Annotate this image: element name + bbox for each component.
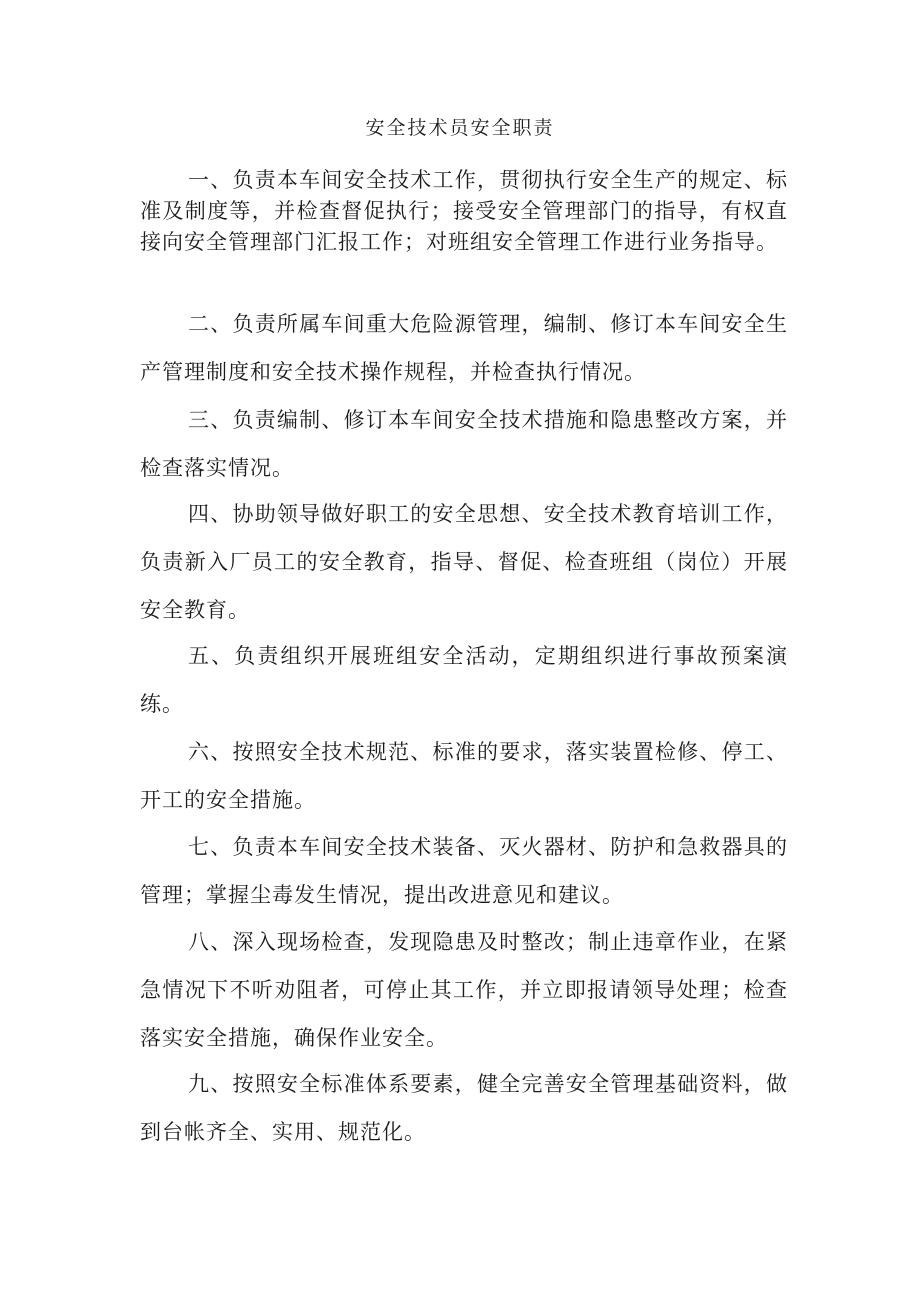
duty-paragraph-6: 六、按照安全技术规范、标准的要求，落实装置检修、停工、开工的安全措施。: [140, 740, 788, 812]
duty-paragraph-9: 九、按照安全标准体系要素，健全完善安全管理基础资料，做到台帐齐全、实用、规范化。: [140, 1072, 788, 1144]
duty-paragraph-5: 五、负责组织开展班组安全活动，定期组织进行事故预案演练。: [140, 644, 788, 716]
duty-paragraph-7: 七、负责本车间安全技术装备、灭火器材、防护和急救器具的管理；掌握尘毒发生情况，提出改进意见和建议。: [140, 835, 788, 907]
duty-paragraph-8: 八、深入现场检查，发现隐患及时整改；制止违章作业，在紧急情况下不听劝阻者，可停止其工作，并立即报请领导处理；检查落实安全措施，确保作业安全。: [140, 930, 788, 1050]
duty-paragraph-1: 一、负责本车间安全技术工作，贯彻执行安全生产的规定、标准及制度等，并检查督促执行；接受安全管理部门的指导，有权直接向安全管理部门汇报工作；对班组安全管理工作进行业务指导。: [140, 168, 788, 254]
duty-paragraph-4: 四、协助领导做好职工的安全思想、安全技术教育培训工作，负责新入厂员工的安全教育，指导、督促、检查班组（岗位）开展安全教育。: [140, 502, 788, 622]
duty-paragraph-2: 二、负责所属车间重大危险源管理，编制、修订本车间安全生产管理制度和安全技术操作规程，并检查执行情况。: [140, 312, 788, 384]
document-title: 安全技术员安全职责: [365, 117, 555, 139]
duty-paragraph-3: 三、负责编制、修订本车间安全技术措施和隐患整改方案，并检查落实情况。: [140, 408, 788, 480]
